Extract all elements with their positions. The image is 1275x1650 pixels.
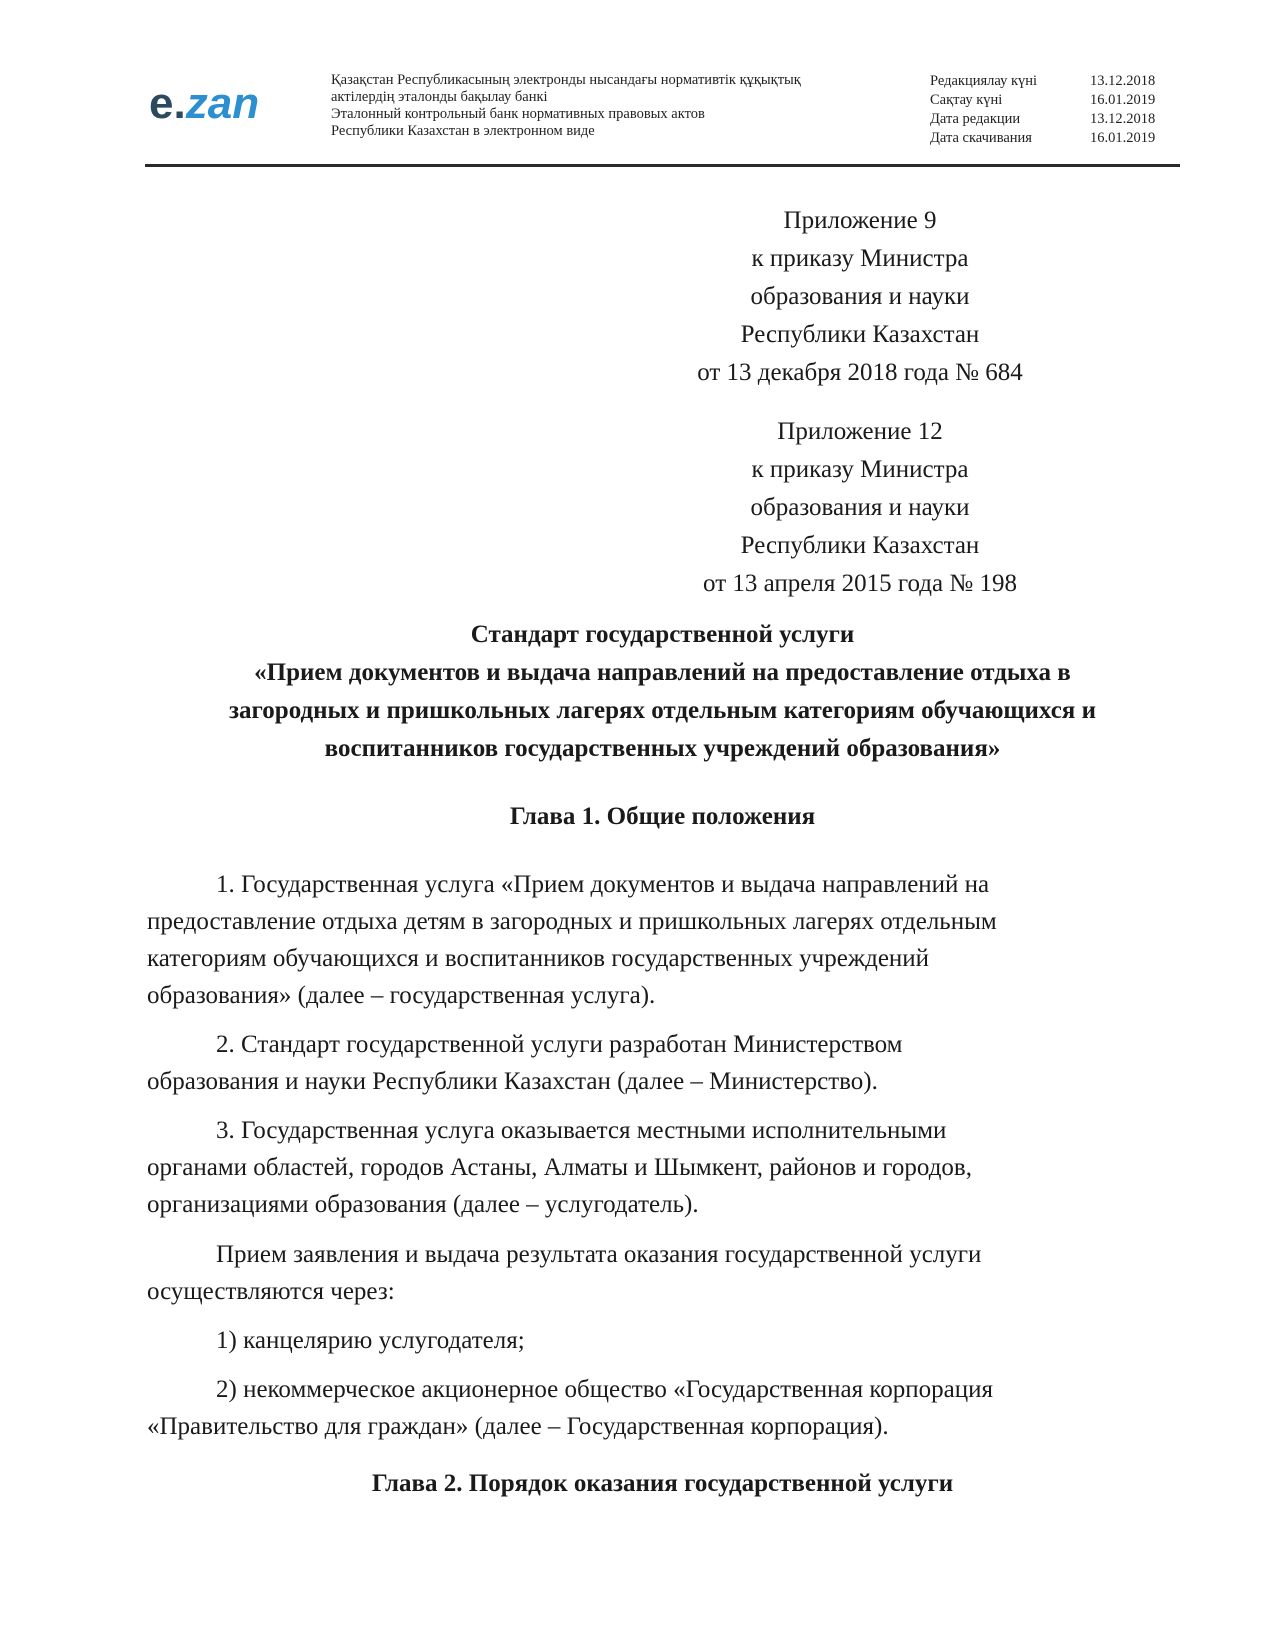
appendix-line: Республики Казахстан [740, 321, 980, 348]
meta-value: 13.12.2018 [1090, 73, 1156, 89]
title-line: «Прием документов и выдача направлений на предоставление отдыха в [254, 659, 1071, 686]
appendix-line: образования и науки [750, 494, 970, 521]
header-meta [930, 72, 1180, 148]
header-description [331, 72, 801, 140]
paragraph-1 [147, 866, 1177, 1014]
appendix-line: от 13 апреля 2015 года № 198 [703, 570, 1017, 597]
paragraph-6 [147, 1371, 1177, 1445]
chapter-1-heading: Глава 1. Общие положения [509, 803, 816, 830]
meta-label: Дата скачивания [930, 130, 1032, 146]
meta-value: 16.01.2019 [1090, 92, 1156, 108]
paragraph-line: осуществляются через: [147, 1278, 395, 1305]
header-description-line: Қазақстан Республикасының электронды нысандағы нормативтік құқықтық [331, 72, 801, 88]
title-line: воспитанников государственных учреждений образования» [324, 735, 1001, 762]
paragraph-line: 1. Государственная услуга «Прием документов и выдача направлений на [216, 871, 990, 898]
document-header [145, 68, 1177, 164]
appendix-line: Приложение 12 [777, 418, 943, 445]
paragraph-line: 1) канцелярию услугодателя; [216, 1327, 525, 1354]
paragraph-line: 2. Стандарт государственной услуги разработан Министерством [216, 1031, 903, 1058]
appendix-line: к приказу Министра [751, 245, 969, 272]
paragraph-3 [147, 1112, 1177, 1223]
chapter-2-heading: Глава 2. Порядок оказания государственной услуги [371, 1470, 954, 1497]
paragraph-line: Прием заявления и выдача результата оказания государственной услуги [216, 1241, 982, 1268]
header-description-line: Эталонный контрольный банк нормативных правовых актов [331, 106, 705, 122]
meta-label: Сақтау күні [930, 92, 1003, 108]
meta-row [930, 72, 1180, 91]
appendix-line: Республики Казахстан [740, 532, 980, 559]
paragraph-line: организациями образования (далее – услугодатель). [147, 1191, 699, 1218]
meta-row [930, 129, 1180, 148]
meta-value: 13.12.2018 [1090, 111, 1156, 127]
appendix-block-1 [620, 202, 1100, 392]
paragraph-line: 2) некоммерческое акционерное общество «Государственная корпорация [216, 1376, 993, 1403]
paragraph-4 [147, 1236, 1177, 1310]
paragraph-line: предоставление отдыха детям в загородных и пришкольных лагерях отдельным [147, 908, 997, 935]
meta-row [930, 110, 1180, 129]
appendix-line: образования и науки [750, 283, 970, 310]
paragraph-line: органами областей, городов Астаны, Алматы и Шымкент, районов и городов, [147, 1154, 972, 1181]
header-divider [145, 164, 1180, 167]
document-title [145, 616, 1180, 768]
title-line: загородных и пришкольных лагерях отдельным категориям обучающихся и [229, 697, 1096, 724]
appendix-line: к приказу Министра [751, 456, 969, 483]
meta-label: Дата редакции [930, 111, 1021, 127]
paragraph-line: образования и науки Республики Казахстан (далее – Министерство). [147, 1068, 878, 1095]
paragraph-line: образования» (далее – государственная услуга). [147, 982, 656, 1009]
meta-row [930, 91, 1180, 110]
paragraph-5 [147, 1322, 1177, 1359]
paragraph-line: «Правительство для граждан» (далее – Государственная корпорация). [147, 1413, 889, 1440]
paragraph-2 [147, 1026, 1177, 1100]
meta-label: Редакциялау күні [930, 73, 1038, 89]
appendix-line: от 13 декабря 2018 года № 684 [697, 359, 1023, 386]
header-description-line: актілердің эталонды бақылау банкі [331, 89, 548, 105]
appendix-line: Приложение 9 [783, 207, 937, 234]
appendix-block-2 [620, 413, 1100, 603]
ezan-logo: e.zan [149, 79, 260, 128]
paragraph-line: категориям обучающихся и воспитанников государственных учреждений [147, 945, 930, 972]
meta-value: 16.01.2019 [1090, 130, 1156, 146]
paragraph-line: 3. Государственная услуга оказывается местными исполнительными [216, 1117, 947, 1144]
header-description-line: Республики Казахстан в электронном виде [331, 123, 595, 139]
title-line: Стандарт государственной услуги [470, 621, 855, 648]
